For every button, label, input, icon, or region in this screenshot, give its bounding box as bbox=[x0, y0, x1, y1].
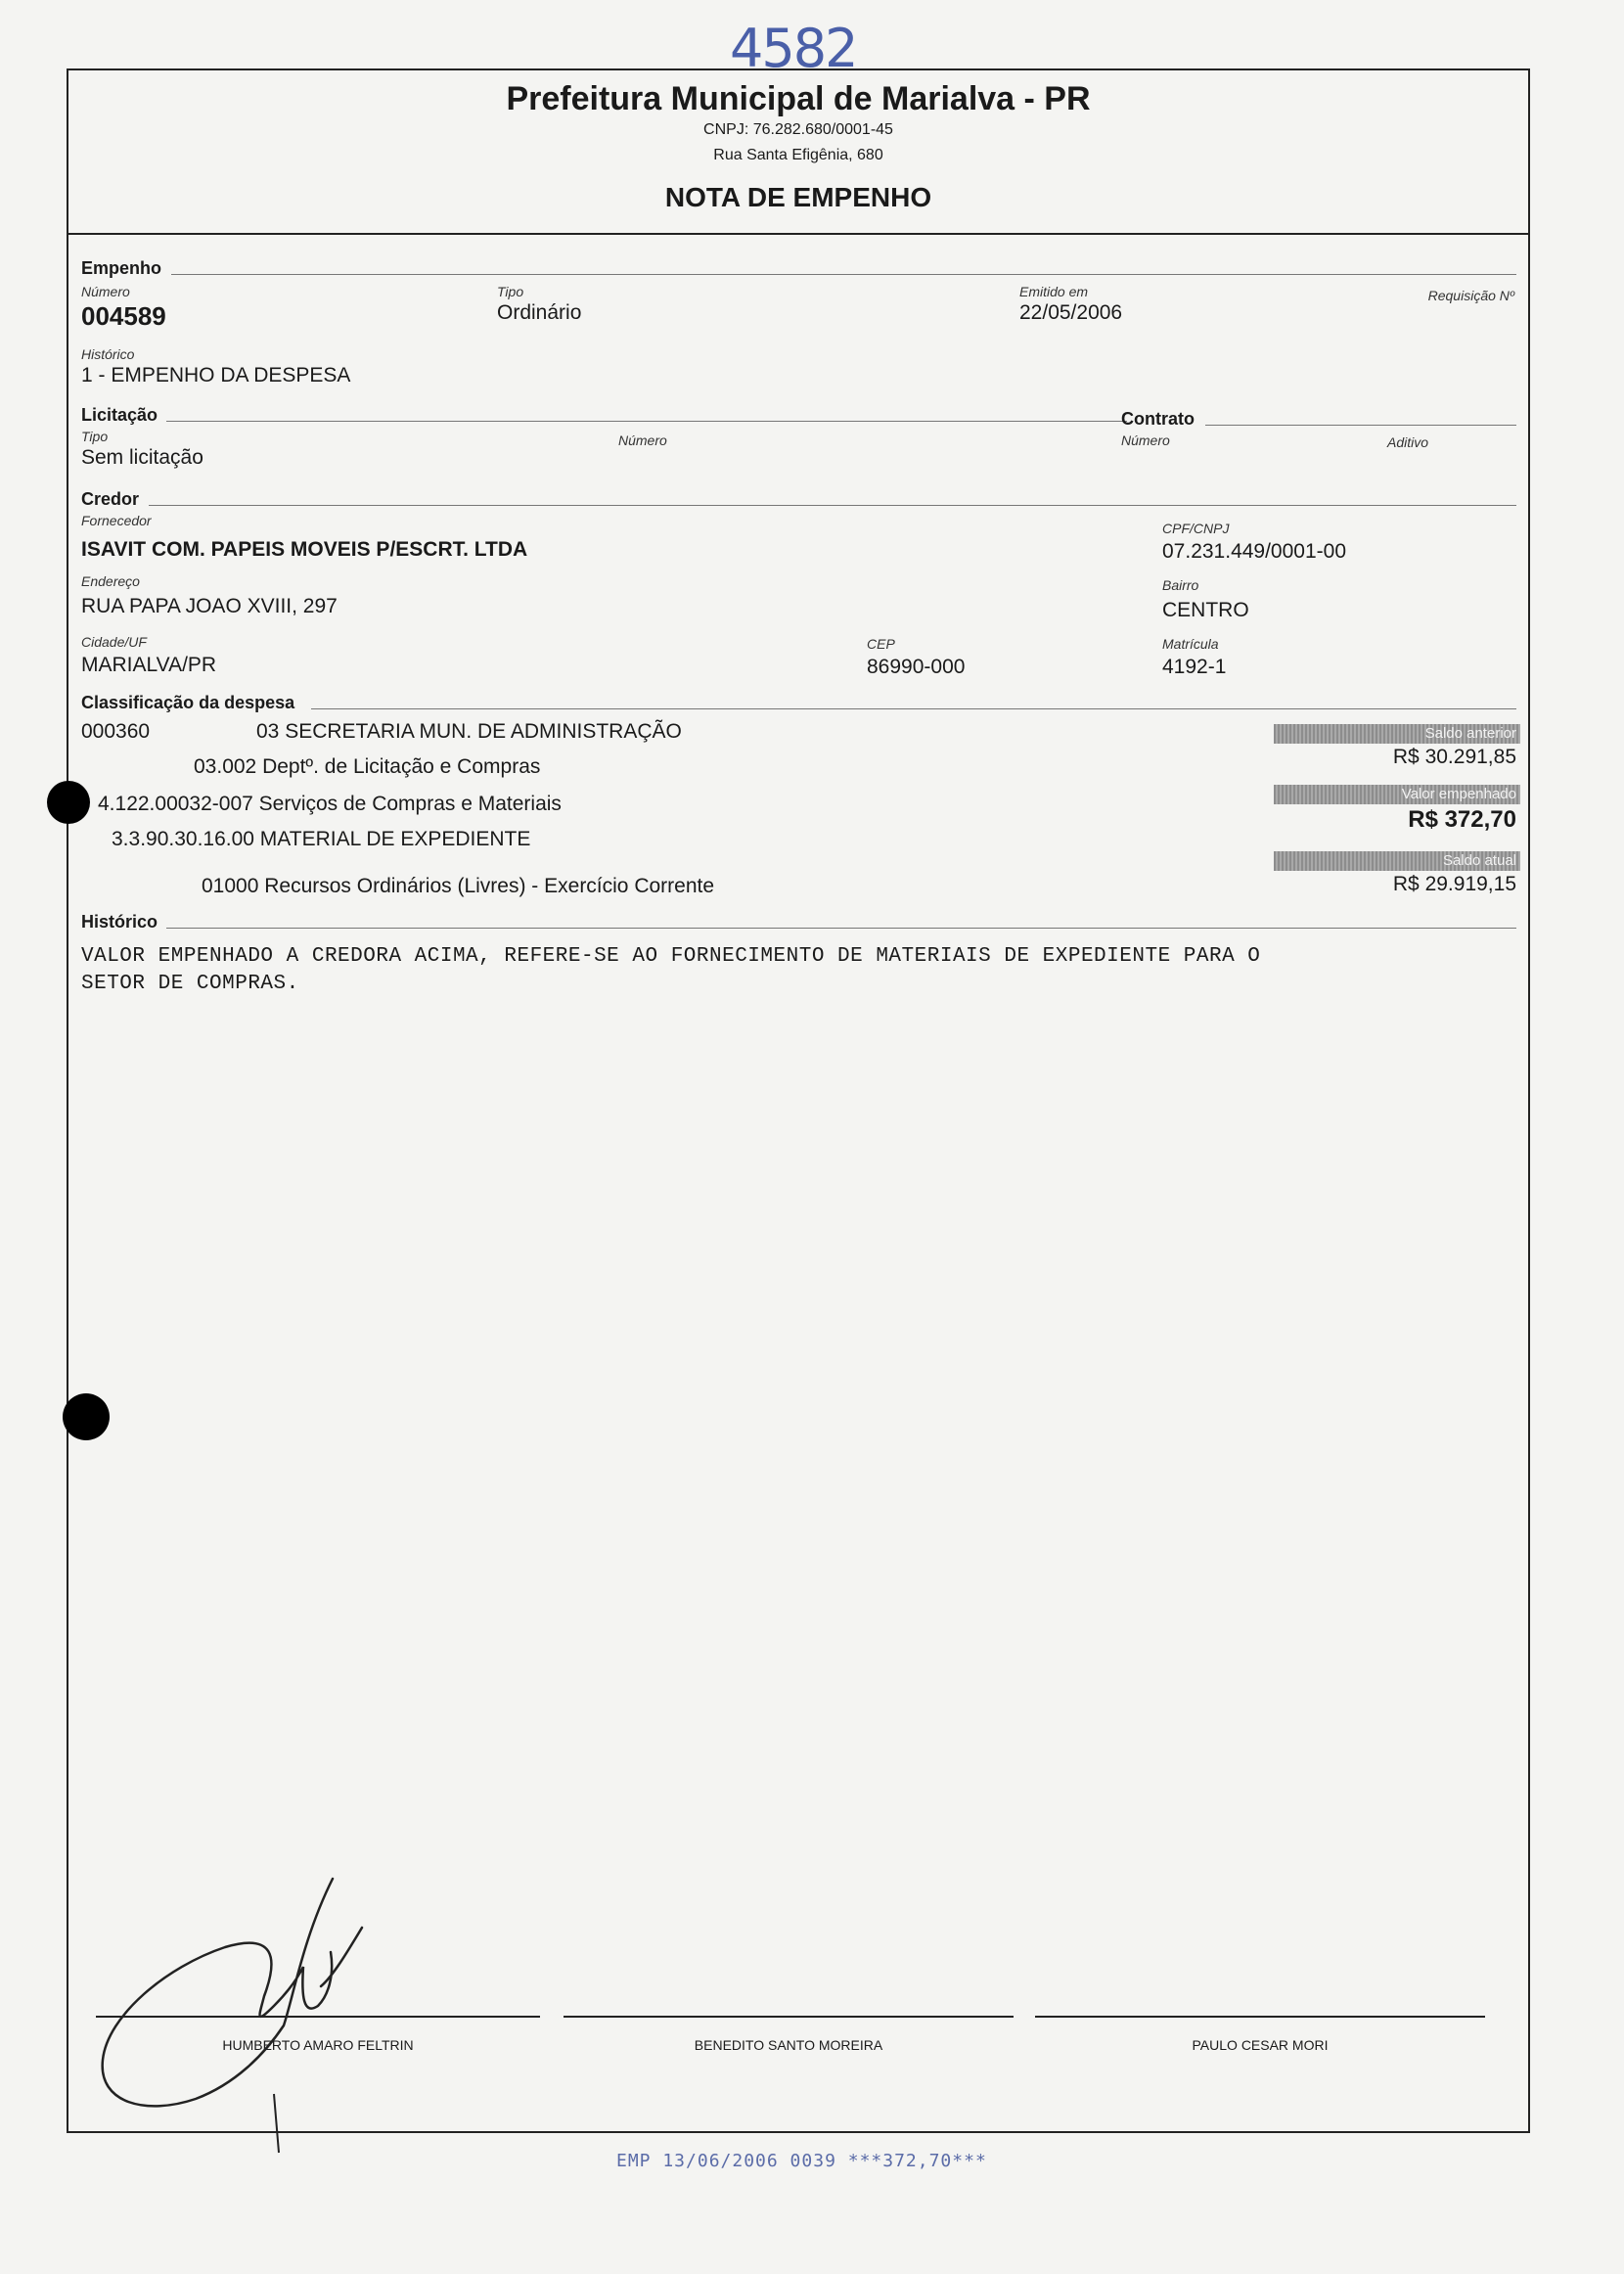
fornecedor-label: Fornecedor bbox=[81, 513, 152, 528]
credor-section-title: Credor bbox=[81, 489, 140, 509]
cep-label: CEP bbox=[867, 636, 895, 652]
divider bbox=[149, 505, 1516, 506]
contrato-aditivo-label: Aditivo bbox=[1387, 434, 1429, 450]
contrato-numero-label: Número bbox=[1121, 432, 1170, 448]
contrato-section-title: Contrato bbox=[1121, 409, 1195, 429]
empenho-numero-label: Número bbox=[81, 284, 130, 299]
empenho-tipo: Ordinário bbox=[497, 301, 582, 324]
requisicao-label: Requisição Nº bbox=[1427, 288, 1514, 303]
saldo-atual-label: Saldo atual bbox=[1274, 851, 1520, 871]
empenho-historico-label: Histórico bbox=[81, 346, 135, 362]
header-address: Rua Santa Efigênia, 680 bbox=[713, 147, 883, 163]
divider bbox=[171, 274, 1516, 275]
licitacao-tipo: Sem licitação bbox=[81, 446, 203, 469]
empenho-section-title: Empenho bbox=[81, 258, 162, 278]
cep: 86990-000 bbox=[867, 656, 966, 678]
fornecedor-name: ISAVIT COM. PAPEIS MOVEIS P/ESCRT. LTDA bbox=[81, 538, 528, 561]
licitacao-tipo-label: Tipo bbox=[81, 429, 109, 444]
divider bbox=[166, 928, 1516, 929]
punch-hole bbox=[47, 781, 90, 824]
header-cnpj: CNPJ: 76.282.680/0001-45 bbox=[703, 121, 893, 138]
licitacao-section-title: Licitação bbox=[81, 405, 158, 425]
classificacao-recurso: 01000 Recursos Ordinários (Livres) - Exercício Corrente bbox=[202, 875, 715, 897]
saldo-anterior: R$ 30.291,85 bbox=[1392, 746, 1516, 768]
valor-empenhado-label: Valor empenhado bbox=[1274, 785, 1520, 804]
classificacao-elemento: 3.3.90.30.16.00 MATERIAL DE EXPEDIENTE bbox=[112, 828, 531, 850]
signature-line bbox=[1035, 2016, 1485, 2018]
emitido-label: Emitido em bbox=[1019, 284, 1089, 299]
authentication-stamp: EMP 13/06/2006 0039 ***372,70*** bbox=[616, 2151, 987, 2171]
classificacao-section-title: Classificação da despesa bbox=[81, 693, 295, 712]
licitacao-numero-label: Número bbox=[618, 432, 667, 448]
historico-text-line2: SETOR DE COMPRAS. bbox=[81, 973, 299, 995]
classificacao-programa: 4.122.00032-007 Serviços de Compras e Materiais bbox=[98, 793, 562, 815]
saldo-anterior-label: Saldo anterior bbox=[1274, 724, 1520, 744]
signatory-contador: PAULO CESAR MORI bbox=[1192, 2037, 1329, 2053]
endereco: RUA PAPA JOAO XVIII, 297 bbox=[81, 595, 338, 617]
empenho-tipo-label: Tipo bbox=[497, 284, 524, 299]
punch-hole bbox=[63, 1393, 110, 1440]
cpf-cnpj: 07.231.449/0001-00 bbox=[1162, 540, 1347, 563]
saldo-atual: R$ 29.919,15 bbox=[1392, 873, 1516, 895]
handwritten-signature-icon bbox=[68, 1859, 391, 2172]
valor-empenhado: R$ 372,70 bbox=[1408, 806, 1516, 833]
cidade: MARIALVA/PR bbox=[81, 654, 217, 676]
historico-text-line1: VALOR EMPENHADO A CREDORA ACIMA, REFERE-SE AO FORNECIMENTO DE MATERIAIS DE EXPEDIENTE PARA O bbox=[81, 945, 1261, 968]
bairro-label: Bairro bbox=[1162, 577, 1199, 593]
cpf-cnpj-label: CPF/CNPJ bbox=[1162, 521, 1230, 536]
divider bbox=[311, 708, 1516, 709]
bairro: CENTRO bbox=[1162, 599, 1249, 621]
city-title: Prefeitura Municipal de Marialva - PR bbox=[506, 80, 1091, 117]
divider bbox=[166, 421, 1127, 422]
signatory-secretario: BENEDITO SANTO MOREIRA bbox=[694, 2037, 883, 2053]
document-title: NOTA DE EMPENHO bbox=[664, 182, 932, 212]
historico-section-title: Histórico bbox=[81, 912, 158, 932]
matricula-label: Matrícula bbox=[1162, 636, 1219, 652]
matricula: 4192-1 bbox=[1162, 656, 1227, 678]
empenho-numero: 004589 bbox=[81, 301, 166, 331]
cidade-label: Cidade/UF bbox=[81, 634, 147, 650]
handwritten-page-number: 4582 bbox=[730, 18, 857, 79]
endereco-label: Endereço bbox=[81, 573, 140, 589]
classificacao-orgao: 03 SECRETARIA MUN. DE ADMINISTRAÇÃO bbox=[256, 720, 682, 743]
divider bbox=[1205, 425, 1516, 426]
signatory-prefeito: HUMBERTO AMARO FELTRIN bbox=[222, 2037, 414, 2053]
empenho-historico: 1 - EMPENHO DA DESPESA bbox=[81, 364, 351, 387]
classificacao-unidade: 03.002 Deptº. de Licitação e Compras bbox=[194, 755, 541, 778]
document-header bbox=[68, 70, 1528, 235]
classificacao-code: 000360 bbox=[81, 720, 151, 743]
signature-line bbox=[564, 2016, 1014, 2018]
document-frame bbox=[67, 68, 1530, 2133]
emitido-date: 22/05/2006 bbox=[1019, 301, 1123, 324]
